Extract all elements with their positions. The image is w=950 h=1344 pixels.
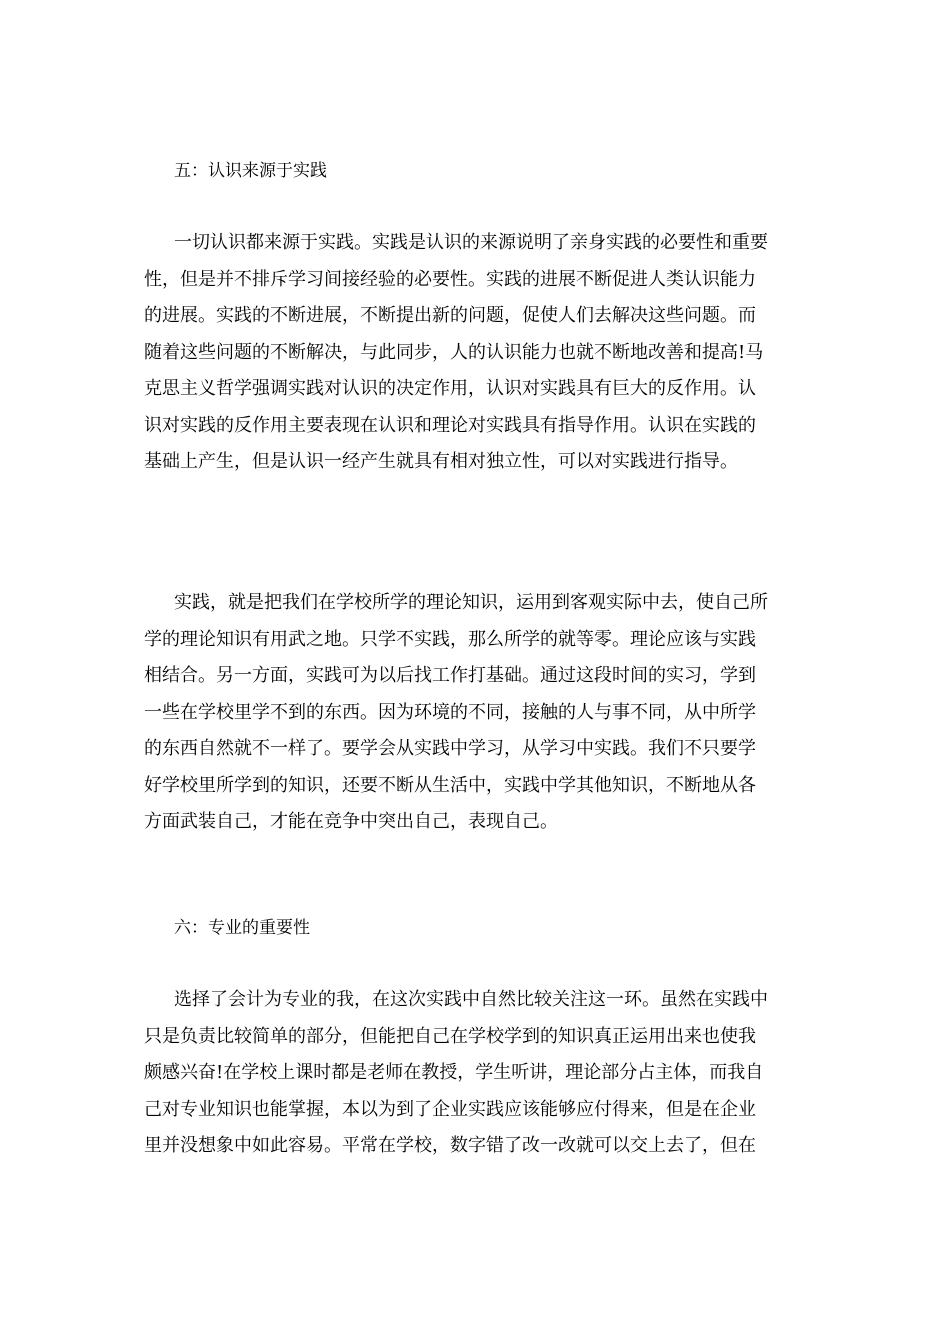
paragraph-3 — [144, 982, 804, 1165]
paragraph-line: 好学校里所学到的知识，还要不断从生活中，实践中学其他知识，不断地从各 — [144, 774, 756, 796]
paragraph-line: 基础上产生，但是认识一经产生就具有相对独立性，可以对实践进行指导。 — [144, 451, 738, 472]
paragraph-line: 的东西自然就不一样了。要学会从实践中学习，从学习中实践。我们不只要学 — [144, 738, 756, 759]
paragraph-2 — [144, 585, 804, 841]
section-heading-5: 五：认识来源于实践 — [174, 161, 327, 181]
paragraph-line: 一些在学校里学不到的东西。因为环境的不同，接触的人与事不同，从中所学 — [144, 701, 756, 723]
paragraph-line: 里并没想象中如此容易。平常在学校，数字错了改一改就可以交上去了，但在 — [144, 1135, 756, 1156]
paragraph-line: 性，但是并不排斥学习间接经验的必要性。实践的进展不断促进人类认识能力 — [144, 268, 756, 290]
paragraph-line: 只是负责比较简单的部分，但能把自己在学校学到的知识真正运用出来也使我 — [144, 1025, 756, 1047]
paragraph-1 — [144, 225, 804, 481]
section-heading-6: 六：专业的重要性 — [174, 918, 310, 938]
paragraph-line: 随着这些问题的不断解决，与此同步，人的认识能力也就不断地改善和提高!马 — [144, 341, 764, 363]
paragraph-line: 克思主义哲学强调实践对认识的决定作用，认识对实践具有巨大的反作用。认 — [144, 378, 756, 399]
paragraph-line: 的进展。实践的不断进展，不断提出新的问题，促使人们去解决这些问题。而 — [144, 305, 756, 326]
paragraph-line: 己对专业知识也能掌握，本以为到了企业实践应该能够应付得来，但是在企业 — [144, 1098, 756, 1120]
paragraph-line: 识对实践的反作用主要表现在认识和理论对实践具有指导作用。认识在实践的 — [144, 414, 756, 436]
paragraph-line: 选择了会计为专业的我，在这次实践中自然比较关注这一环。虽然在实践中 — [174, 989, 768, 1010]
paragraph-line: 方面武装自己，才能在竞争中突出自己，表现自己。 — [144, 811, 558, 832]
paragraph-line: 颇感兴奋!在学校上课时都是老师在教授，学生听讲，理论部分占主体，而我自 — [144, 1062, 764, 1083]
paragraph-line: 一切认识都来源于实践。实践是认识的来源说明了亲身实践的必要性和重要 — [174, 232, 768, 253]
paragraph-line: 相结合。另一方面，实践可为以后找工作打基础。通过这段时间的实习，学到 — [144, 665, 756, 686]
paragraph-line: 实践，就是把我们在学校所学的理论知识，运用到客观实际中去，使自己所 — [174, 592, 768, 613]
paragraph-line: 学的理论知识有用武之地。只学不实践，那么所学的就等零。理论应该与实践 — [144, 628, 756, 650]
